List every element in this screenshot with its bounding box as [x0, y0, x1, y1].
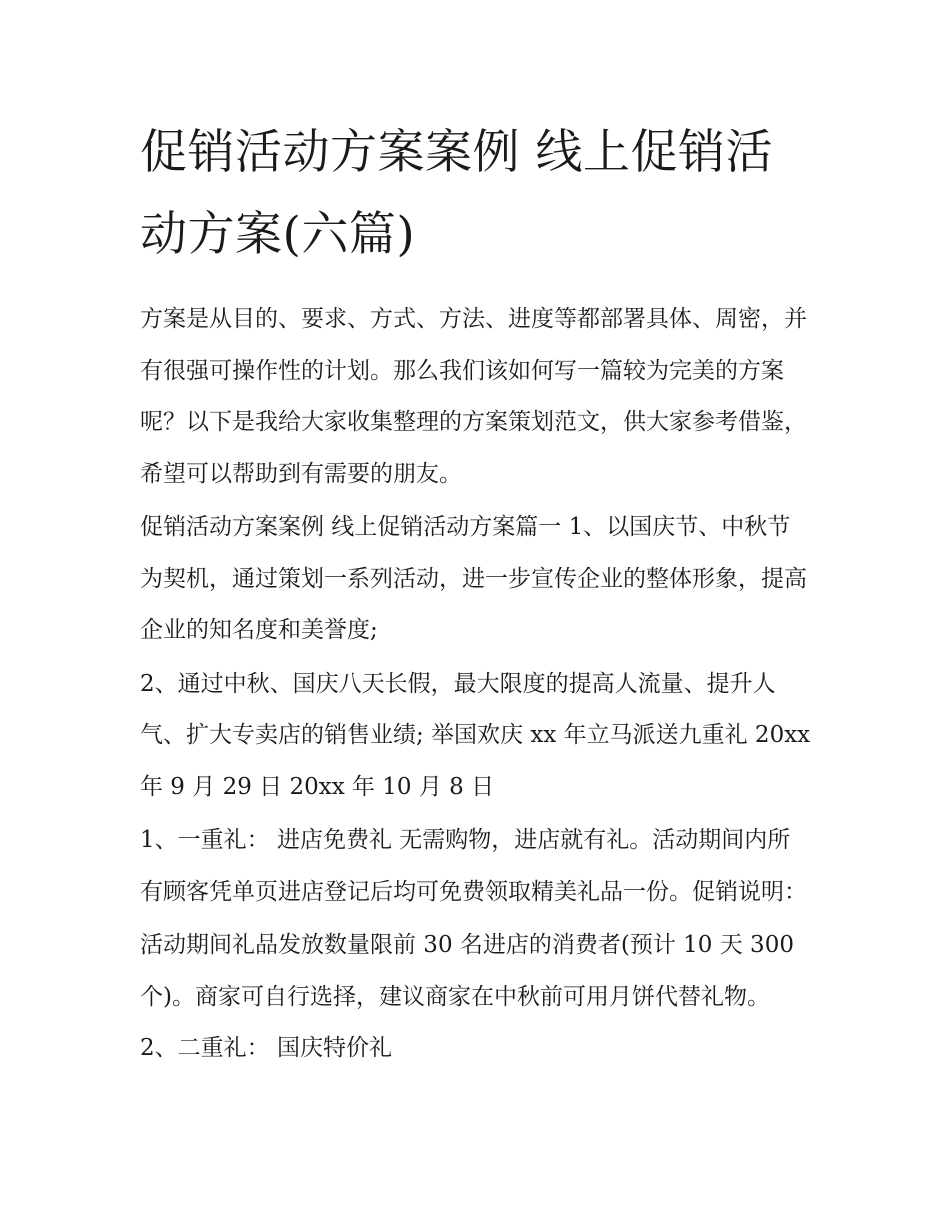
paragraph-goal-2: 2、通过中秋、国庆八天长假，最大限度的提高人流量、提升人气、扩大专卖店的销售业绩; 举国欢庆 xx 年立马派送九重礼 20xx 年 9 月 29 日 20xx 年 10 月 8 日 — [140, 670, 811, 800]
paragraph-intro: 方案是从目的、要求、方式、方法、进度等都部署具体、周密，并有很强可操作性的计划。那么我们该如何写一篇较为完美的方案呢？以下是我给大家收集整理的方案策划范文，供大家参考借鉴，希望可以帮助到有需要的朋友。 — [140, 306, 807, 487]
document-body — [140, 112, 812, 1077]
paragraph-goal-1: 促销活动方案案例 线上促销活动方案篇一 1、以国庆节、中秋节为契机，通过策划一系列活动，进一步宣传企业的整体形象，提高企业的知名度和美誉度; — [140, 514, 807, 643]
paragraph-gift-note: 活动期间礼品发放数量限前 30 名进店的消费者(预计 10 天 300 个)。商家可自行选择，建议商家在中秋前可用月饼代替礼物。 2、二重礼： 国庆特价礼 — [140, 932, 794, 1061]
document-title: 促销活动方案案例 线上促销活动方案(六篇) — [140, 125, 773, 262]
paragraph-gift-1: 1、一重礼： 进店免费礼 无需购物，进店就有礼。活动期间内所有顾客凭单页进店登记后均可免费领取精美礼品一份。促销说明： — [140, 827, 807, 905]
